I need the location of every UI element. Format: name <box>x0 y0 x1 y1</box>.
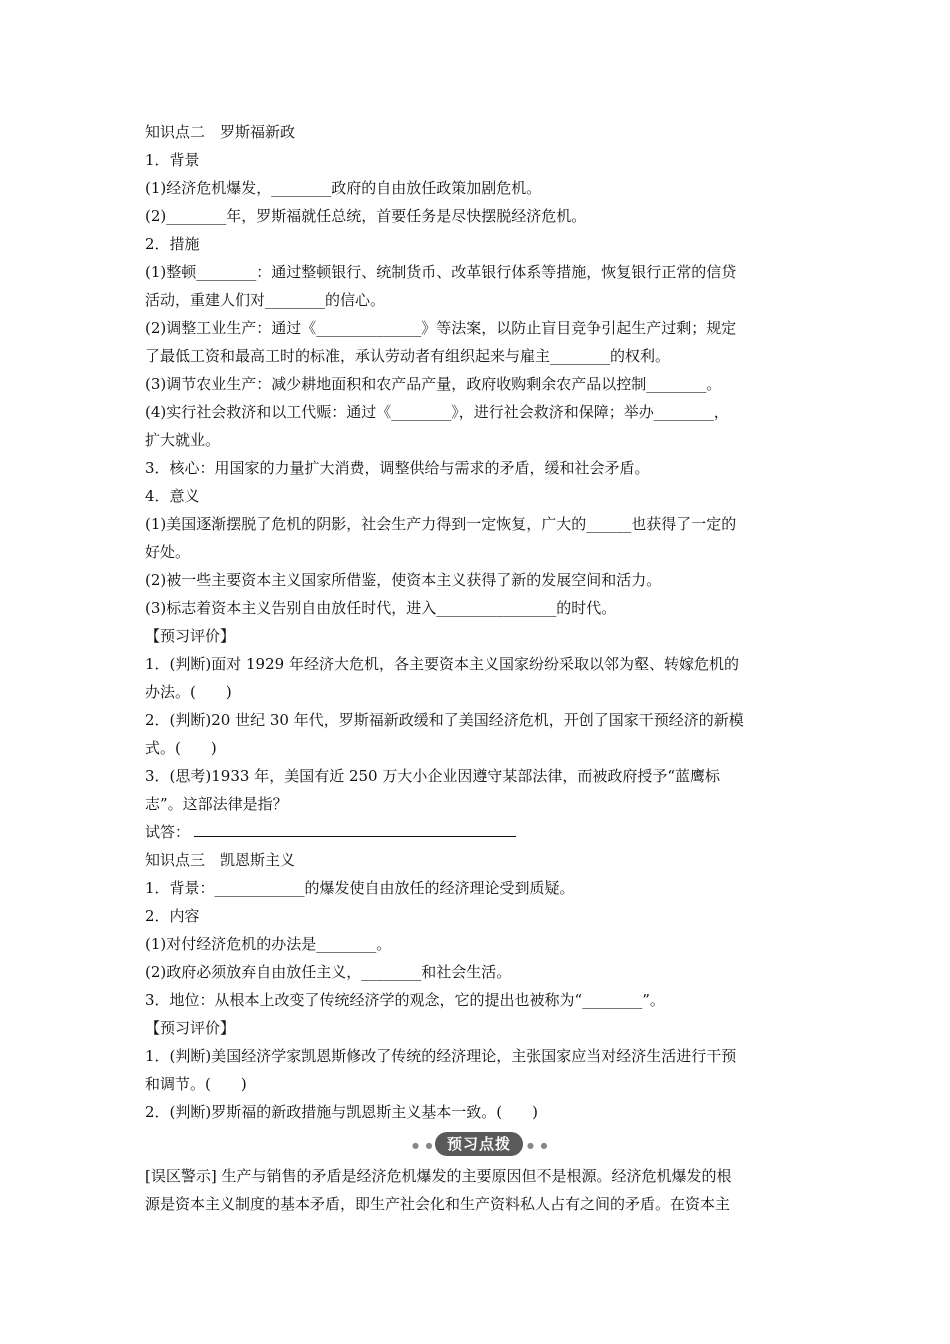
section2-m1-a: (1)整顿________：通过整顿银行、统制货币、改革银行体系等措施，恢复银行正常的信贷 <box>145 263 737 281</box>
section2-core: 3．核心：用国家的力量扩大消费，调整供给与需求的矛盾，缓和社会矛盾。 <box>145 459 650 477</box>
review2-q2: 2．(判断)罗斯福的新政措施与凯恩斯主义基本一致。( ) <box>145 1103 538 1121</box>
section2-m3: (3)调节农业生产：减少耕地面积和农产品产量，政府收购剩余农产品以控制________。 <box>145 375 722 393</box>
section2-m4-b: 扩大就业。 <box>145 431 221 449</box>
tips-banner <box>145 1128 810 1162</box>
answer-label: 试答： <box>145 823 191 841</box>
answer-row <box>145 818 810 846</box>
section2-s1-a: (1)美国逐渐摆脱了危机的阴影，社会生产力得到一定恢复，广大的______也获得了一定的 <box>145 515 737 533</box>
dots-right-decoration: ● ● <box>527 1141 550 1150</box>
section3-c2: (2)政府必须放弃自由放任主义，________和社会生活。 <box>145 963 512 981</box>
tips-line2: 源是资本主义制度的基本矛盾，即生产社会化和生产资料私人占有之间的矛盾。在资本主 <box>145 1195 731 1213</box>
review2-q1-a: 1．(判断)美国经济学家凯恩斯修改了传统的经济理论，主张国家应当对经济生活进行干预 <box>145 1047 737 1065</box>
review1-q2-a: 2．(判断)20 世纪 30 年代，罗斯福新政缓和了美国经济危机，开创了国家干预经济的新模 <box>145 711 744 729</box>
review1-heading: 【预习评价】 <box>145 627 236 645</box>
section2-measures-heading: 2．措施 <box>145 235 200 253</box>
dots-left-decoration: ● ● <box>412 1141 435 1150</box>
section3-bg: 1．背景：____________的爆发使自由放任的经济理论受到质疑。 <box>145 879 575 897</box>
review2-heading: 【预习评价】 <box>145 1019 236 1037</box>
answer-blank-line[interactable] <box>194 818 516 837</box>
section2-m2-a: (2)调整工业生产：通过《______________》等法案，以防止盲目竞争引起生产过剩；规定 <box>145 319 737 337</box>
section2-s1-b: 好处。 <box>145 543 191 561</box>
tips-badge: 预习点拨 <box>435 1132 523 1156</box>
section3-title: 知识点三 凯恩斯主义 <box>145 851 296 869</box>
section3-content-heading: 2．内容 <box>145 907 200 925</box>
review1-q3-a: 3．(思考)1933 年，美国有近 250 万大小企业因遵守某部法律，而被政府授予“蓝鹰标 <box>145 767 721 785</box>
section2-title: 知识点二 罗斯福新政 <box>145 123 296 141</box>
section2-bg2: (2)________年，罗斯福就任总统，首要任务是尽快摆脱经济危机。 <box>145 207 587 225</box>
review2-q1-b: 和调节。( ) <box>145 1075 247 1093</box>
tips-line1: [误区警示] 生产与销售的矛盾是经济危机爆发的主要原因但不是根源。经济危机爆发的根 <box>145 1167 732 1185</box>
section2-m2-b: 了最低工资和最高工时的标准，承认劳动者有组织起来与雇主________的权利。 <box>145 347 671 365</box>
section2-s3: (3)标志着资本主义告别自由放任时代，进入________________的时代。 <box>145 599 617 617</box>
section2-s2: (2)被一些主要资本主义国家所借鉴，使资本主义获得了新的发展空间和活力。 <box>145 571 662 589</box>
document-page <box>145 118 810 1218</box>
review1-q2-b: 式。( ) <box>145 739 217 757</box>
section3-c1: (1)对付经济危机的办法是________。 <box>145 935 392 953</box>
section3-status: 3．地位：从根本上改变了传统经济学的观念，它的提出也被称为“________”。 <box>145 991 665 1009</box>
section2-bg1: (1)经济危机爆发，________政府的自由放任政策加剧危机。 <box>145 179 542 197</box>
review1-q1-b: 办法。( ) <box>145 683 232 701</box>
section2-m1-b: 活动，重建人们对________的信心。 <box>145 291 386 309</box>
section2-bg-heading: 1．背景 <box>145 151 200 169</box>
review1-q1-a: 1．(判断)面对 1929 年经济大危机，各主要资本主义国家纷纷采取以邻为壑、转嫁危机的 <box>145 655 739 673</box>
section2-m4-a: (4)实行社会救济和以工代赈：通过《________》，进行社会救济和保障；举办________， <box>145 403 729 421</box>
review1-q3-b: 志”。这部法律是指？ <box>145 795 288 813</box>
section2-sig-heading: 4．意义 <box>145 487 200 505</box>
